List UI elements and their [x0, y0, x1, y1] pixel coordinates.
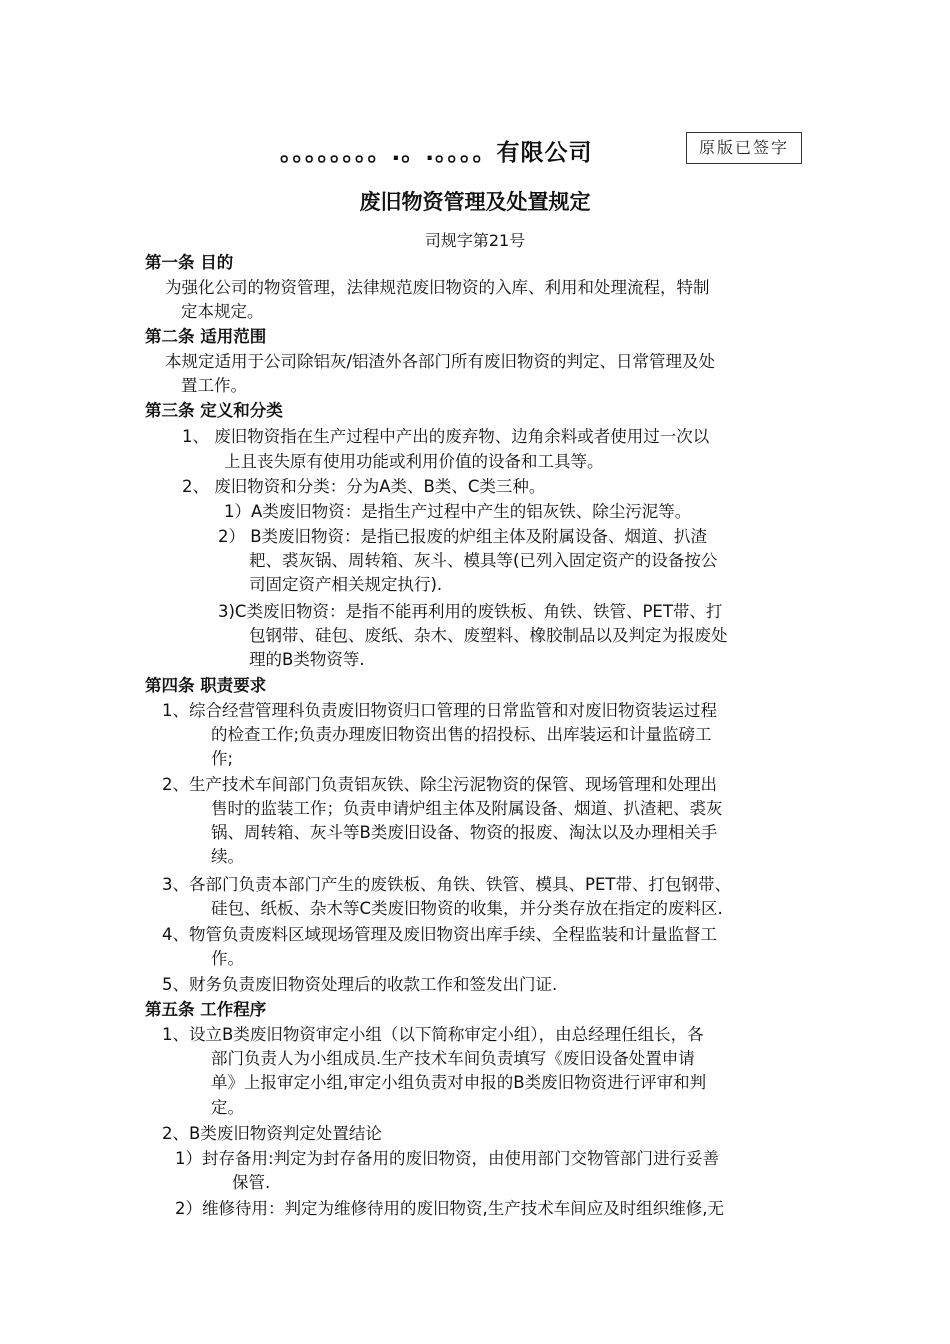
- body-text-line: 3)C类废旧物资：是指不能再利用的废铁板、角铁、铁管、PET带、打: [218, 602, 723, 621]
- body-text-line: 为强化公司的物资管理，法律规范废旧物资的入库、利用和处理流程，特制: [165, 278, 710, 297]
- signed-original-stamp: 原版已签字: [686, 132, 802, 164]
- body-text-line: 1、综合经营管理科负责废旧物资归口管理的日常监管和对废旧物资装运过程: [162, 701, 717, 720]
- body-text-line: 1、设立B类废旧物资审定小组（以下简称审定小组），由总经理任组长，各: [162, 1025, 704, 1044]
- body-text-line: 包钢带、硅包、废纸、杂木、废塑料、橡胶制品以及判定为报废处: [249, 626, 728, 645]
- body-text-line: 2） B类废旧物资：是指已报废的炉组主体及附属设备、烟道、扒渣: [218, 527, 708, 546]
- body-text-line: 本规定适用于公司除铝灰/铝渣外各部门所有废旧物资的判定、日常管理及处: [165, 352, 716, 371]
- body-text-line: 硅包、纸板、杂木等C类废旧物资的收集，并分类存放在指定的废料区.: [211, 899, 723, 918]
- body-text-line: 司固定资产相关规定执行).: [249, 575, 443, 594]
- body-text-line: 1）封存备用:判定为封存备用的废旧物资，由使用部门交物管部门进行妥善: [175, 1149, 720, 1168]
- body-text-line: 置工作。: [181, 376, 247, 395]
- body-text-line: 2、 废旧物资和分类：分为A类、B类、C类三种。: [182, 477, 546, 496]
- body-text-line: 售时的监装工作；负责申请炉组主体及附属设备、烟道、扒渣耙、裘灰: [211, 799, 723, 818]
- body-text-line: 保管.: [232, 1173, 271, 1192]
- body-text-line: 1）A类废旧物资：是指生产过程中产生的铝灰铁、除尘污泥等。: [224, 502, 692, 521]
- article-heading: 第一条 目的: [145, 253, 234, 272]
- body-text-line: 的检查工作;负责办理废旧物资出售的招投标、出库装运和计量监磅工: [211, 725, 712, 744]
- body-text-line: 上且丧失原有使用功能或利用价值的设备和工具等。: [224, 452, 604, 471]
- body-text-line: 5、财务负责废旧物资处理后的收款工作和签发出门证.: [162, 975, 558, 994]
- document-number: 司规字第21号: [424, 231, 526, 250]
- body-text-line: 4、物管负责废料区域现场管理及废旧物资出库手续、全程监装和计量监督工: [162, 925, 717, 944]
- body-text-line: 续。: [211, 847, 244, 866]
- company-name: 。。。。。。。。.。.。。。。有限公司: [280, 140, 593, 166]
- article-heading: 第二条 适用范围: [145, 327, 267, 346]
- article-heading: 第五条 工作程序: [145, 1000, 267, 1019]
- body-text-line: 单》上报审定小组,审定小组负责对申报的B类废旧物资进行评审和判: [211, 1073, 707, 1092]
- body-text-line: 定本规定。: [181, 302, 264, 321]
- body-text-line: 1、 废旧物资指在生产过程中产出的废弃物、边角余料或者使用过一次以: [182, 427, 710, 446]
- body-text-line: 3、各部门负责本部门产生的废铁板、角铁、铁管、模具、PET带、打包钢带、: [162, 875, 731, 894]
- body-text-line: 定。: [211, 1098, 244, 1117]
- body-text-line: 作;: [211, 749, 234, 768]
- body-text-line: 作。: [211, 949, 244, 968]
- body-text-line: 耙、裘灰锅、周转箱、灰斗、模具等(已列入固定资产的设备按公: [249, 551, 718, 570]
- body-text-line: 2、生产技术车间部门负责铝灰铁、除尘污泥物资的保管、现场管理和处理出: [162, 775, 717, 794]
- article-heading: 第三条 定义和分类: [145, 401, 283, 420]
- body-text-line: 理的B类物资等.: [249, 650, 365, 669]
- body-text-line: 2、B类废旧物资判定处置结论: [162, 1124, 382, 1143]
- article-heading: 第四条 职责要求: [145, 676, 267, 695]
- document-title: 废旧物资管理及处置规定: [359, 190, 591, 214]
- body-text-line: 2）维修待用：判定为维修待用的废旧物资,生产技术车间应及时组织维修,无: [175, 1199, 724, 1218]
- body-text-line: 部门负责人为小组成员.生产技术车间负责填写《废旧设备处置申请: [211, 1049, 695, 1068]
- body-text-line: 锅、周转箱、灰斗等B类废旧设备、物资的报废、淘汰以及办理相关手: [211, 823, 718, 842]
